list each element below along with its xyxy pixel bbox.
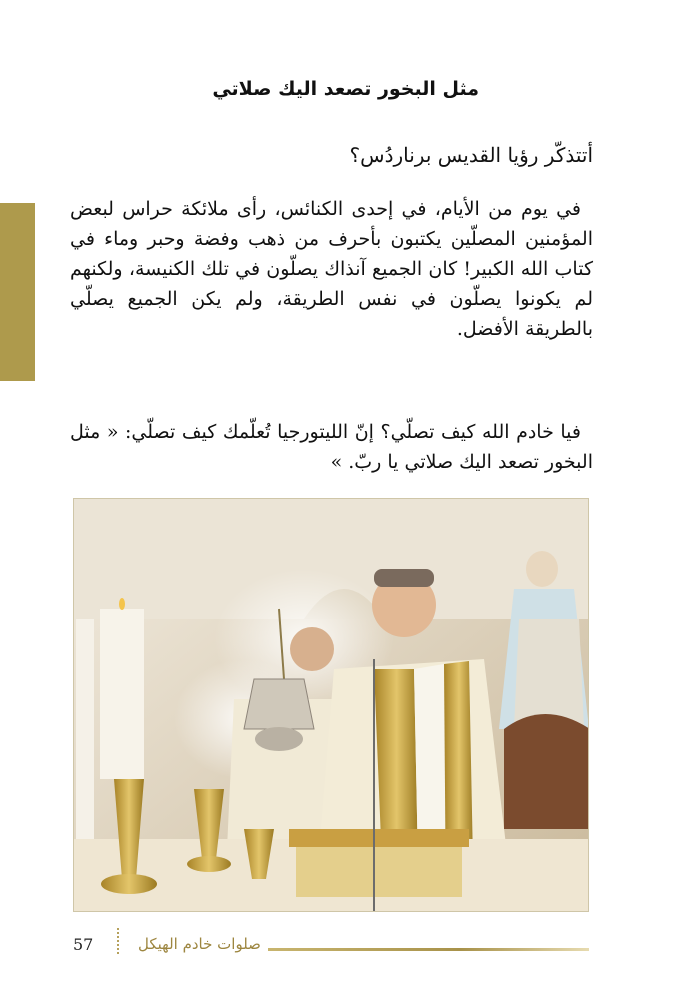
question-heading (70, 140, 593, 170)
page-number: 57 (73, 935, 94, 954)
paragraph-2-text: فيا خادم الله كيف تصلّي؟ إنّ الليتورجيا تُعلّمك كيف تصلّي: « مثل البخور تصعد اليك صلاتي يا ربّ. » (70, 421, 593, 473)
footer-separator (117, 928, 121, 954)
paragraph-2 (70, 417, 593, 477)
photo-illustration (74, 499, 589, 912)
priest-incense-photo (73, 498, 589, 912)
question-text: أتتذكّر رؤيا القديس برناردُس؟ (349, 143, 593, 167)
side-color-tab (0, 203, 35, 381)
paragraph-1 (70, 194, 593, 344)
footer-book-title: صلوات خادم الهيكل (138, 935, 261, 953)
footer-rule (268, 948, 589, 951)
paragraph-1-text: في يوم من الأيام، في إحدى الكنائس، رأى ملائكة حراس لبعض المؤمنين المصلّين يكتبون بأحرف من ذهب وفضة وحبر وماء في كتاب الله الكبير! كان الجميع آنذاك يصلّون في تلك الكنيسة، ولكنهم لم يكونوا يصلّون في نفس الطريقة، ولم يكن الجميع يصلّي بالطريقة الأفضل. (70, 198, 593, 340)
page-title: مثل البخور تصعد اليك صلاتي (212, 78, 479, 100)
